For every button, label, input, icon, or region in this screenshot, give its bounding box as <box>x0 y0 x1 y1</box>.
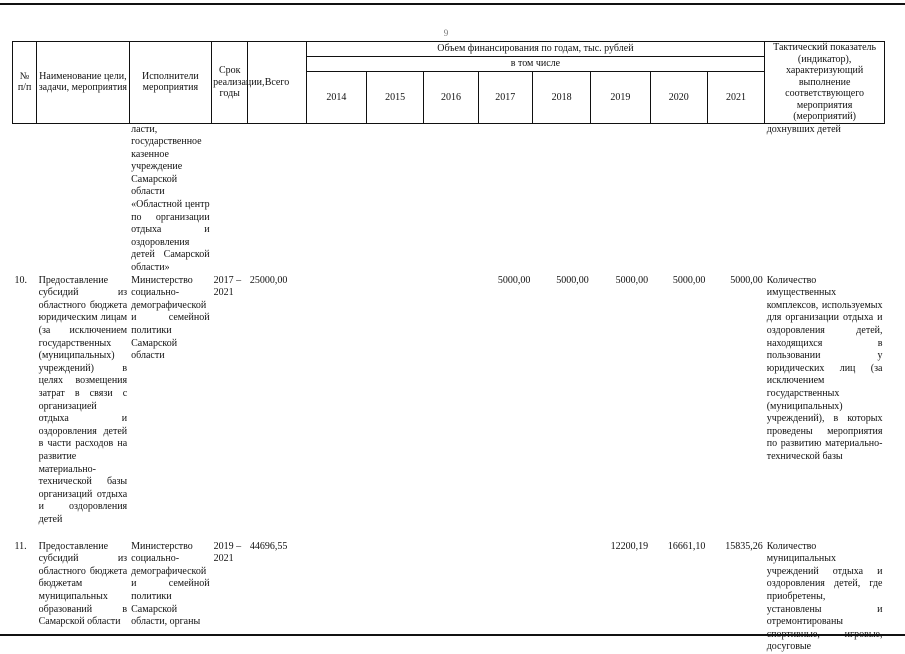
row-value-2020 <box>650 123 707 275</box>
header-financing: Объем финансирования по годам, тыс. рублей <box>306 42 765 57</box>
row-value-2019: 12200,19 <box>610 540 649 552</box>
row-value-2021: 5000,00 <box>730 274 763 286</box>
row-value-2019: 5000,00 <box>615 274 649 286</box>
header-term: Срок реализации, годы <box>212 42 248 124</box>
row-value-2015 <box>366 275 423 541</box>
row-value-2017 <box>478 541 532 654</box>
row-total: 44696,55 <box>249 540 288 552</box>
row-total: 25000,00 <box>249 274 288 286</box>
row-value-2018 <box>532 123 590 275</box>
row-name <box>37 123 130 275</box>
row-value-2014 <box>306 275 366 541</box>
row-value-2021: 15835,26 <box>725 540 763 552</box>
row-term: 2017 – 2021 <box>213 274 242 299</box>
row-value-2015 <box>366 123 423 275</box>
row-value-2020: 5000,00 <box>672 274 706 286</box>
row-term <box>212 123 248 275</box>
row-value-2018 <box>532 541 590 654</box>
header-indicator: Тактический показатель (индикатор), характеризующий выполнение соответствующего мероприятия (мероприятий) <box>765 42 885 124</box>
row-executors: Министерство социально-демографической и семейной политики Самарской области, органы <box>131 540 210 628</box>
row-value-2019 <box>591 123 650 275</box>
header-year-2020: 2020 <box>650 72 707 123</box>
bottom-rule <box>0 634 905 636</box>
row-term: 2019 – 2021 <box>213 540 242 565</box>
header-year-2018: 2018 <box>532 72 590 123</box>
row-total <box>248 123 306 275</box>
header-year-2017: 2017 <box>478 72 532 123</box>
row-executors: ласти, государственное казенное учреждение Самарской области «Областной центр по организации отдыха и оздоровления детей Самарской области» <box>131 123 210 274</box>
row-value-2016 <box>424 541 478 654</box>
header-year-2015: 2015 <box>366 72 423 123</box>
row-num <box>13 123 37 275</box>
page-number: 9 <box>443 28 449 38</box>
row-num: 11. <box>14 540 27 552</box>
row-value-2015 <box>366 541 423 654</box>
header-year-2021: 2021 <box>707 72 764 123</box>
header-including: в том числе <box>306 57 765 72</box>
row-name: Предоставление субсидий из областного бюджета юридическим лицам (за исключением государственных (муниципальных) учреждений) в целях возмещения затрат в связи с организацией отдыха и оздоровления детей в части расходов на развитие материально-технической базы организаций отдыха и оздоровления детей <box>38 274 128 525</box>
header-total: Всего <box>248 42 306 124</box>
row-indicator: Количество муниципальных учреждений отдыха и оздоровления детей, где приобретены, установлены и отремонтированы досуговые <box>766 540 883 653</box>
row-value-2016 <box>424 275 478 541</box>
row-executors: Министерство социально-демографической и семейной политики Самарской области <box>131 274 210 362</box>
header-year-2019: 2019 <box>591 72 650 123</box>
row-value-2021 <box>707 123 764 275</box>
row-value-2017: 5000,00 <box>497 274 531 286</box>
header-executors: Исполнители мероприятия <box>129 42 211 124</box>
row-value-2020: 16661,10 <box>667 540 706 552</box>
row-value-2016 <box>424 123 478 275</box>
row-value-2014 <box>306 123 366 275</box>
financing-table <box>12 41 885 654</box>
header-year-2014: 2014 <box>306 72 366 123</box>
row-value-2014 <box>306 541 366 654</box>
header-name: Наименование цели, задачи, мероприятия <box>37 42 130 124</box>
table-header <box>13 42 885 124</box>
row-value-2017 <box>478 123 532 275</box>
header-num: № п/п <box>13 42 37 124</box>
row-value-2018: 5000,00 <box>556 274 589 286</box>
table-row <box>13 123 885 275</box>
row-num: 10. <box>14 274 27 286</box>
table-row <box>13 541 885 654</box>
table-row <box>13 275 885 541</box>
row-name: Предоставление субсидий из областного бюджета бюджетам муниципальных образований в Самарской области <box>38 540 128 628</box>
row-indicator: Количество имущественных комплексов, используемых для организации отдыха и оздоровления детей, находящихся в пользовании у юридических лиц (за исключением государственных (муниципальных) учреждений), в которых проведены мероприятия по развитию материально-технической базы <box>766 274 883 462</box>
row-indicator: дохнувших детей <box>766 123 841 135</box>
top-rule <box>0 3 905 5</box>
header-year-2016: 2016 <box>424 72 478 123</box>
